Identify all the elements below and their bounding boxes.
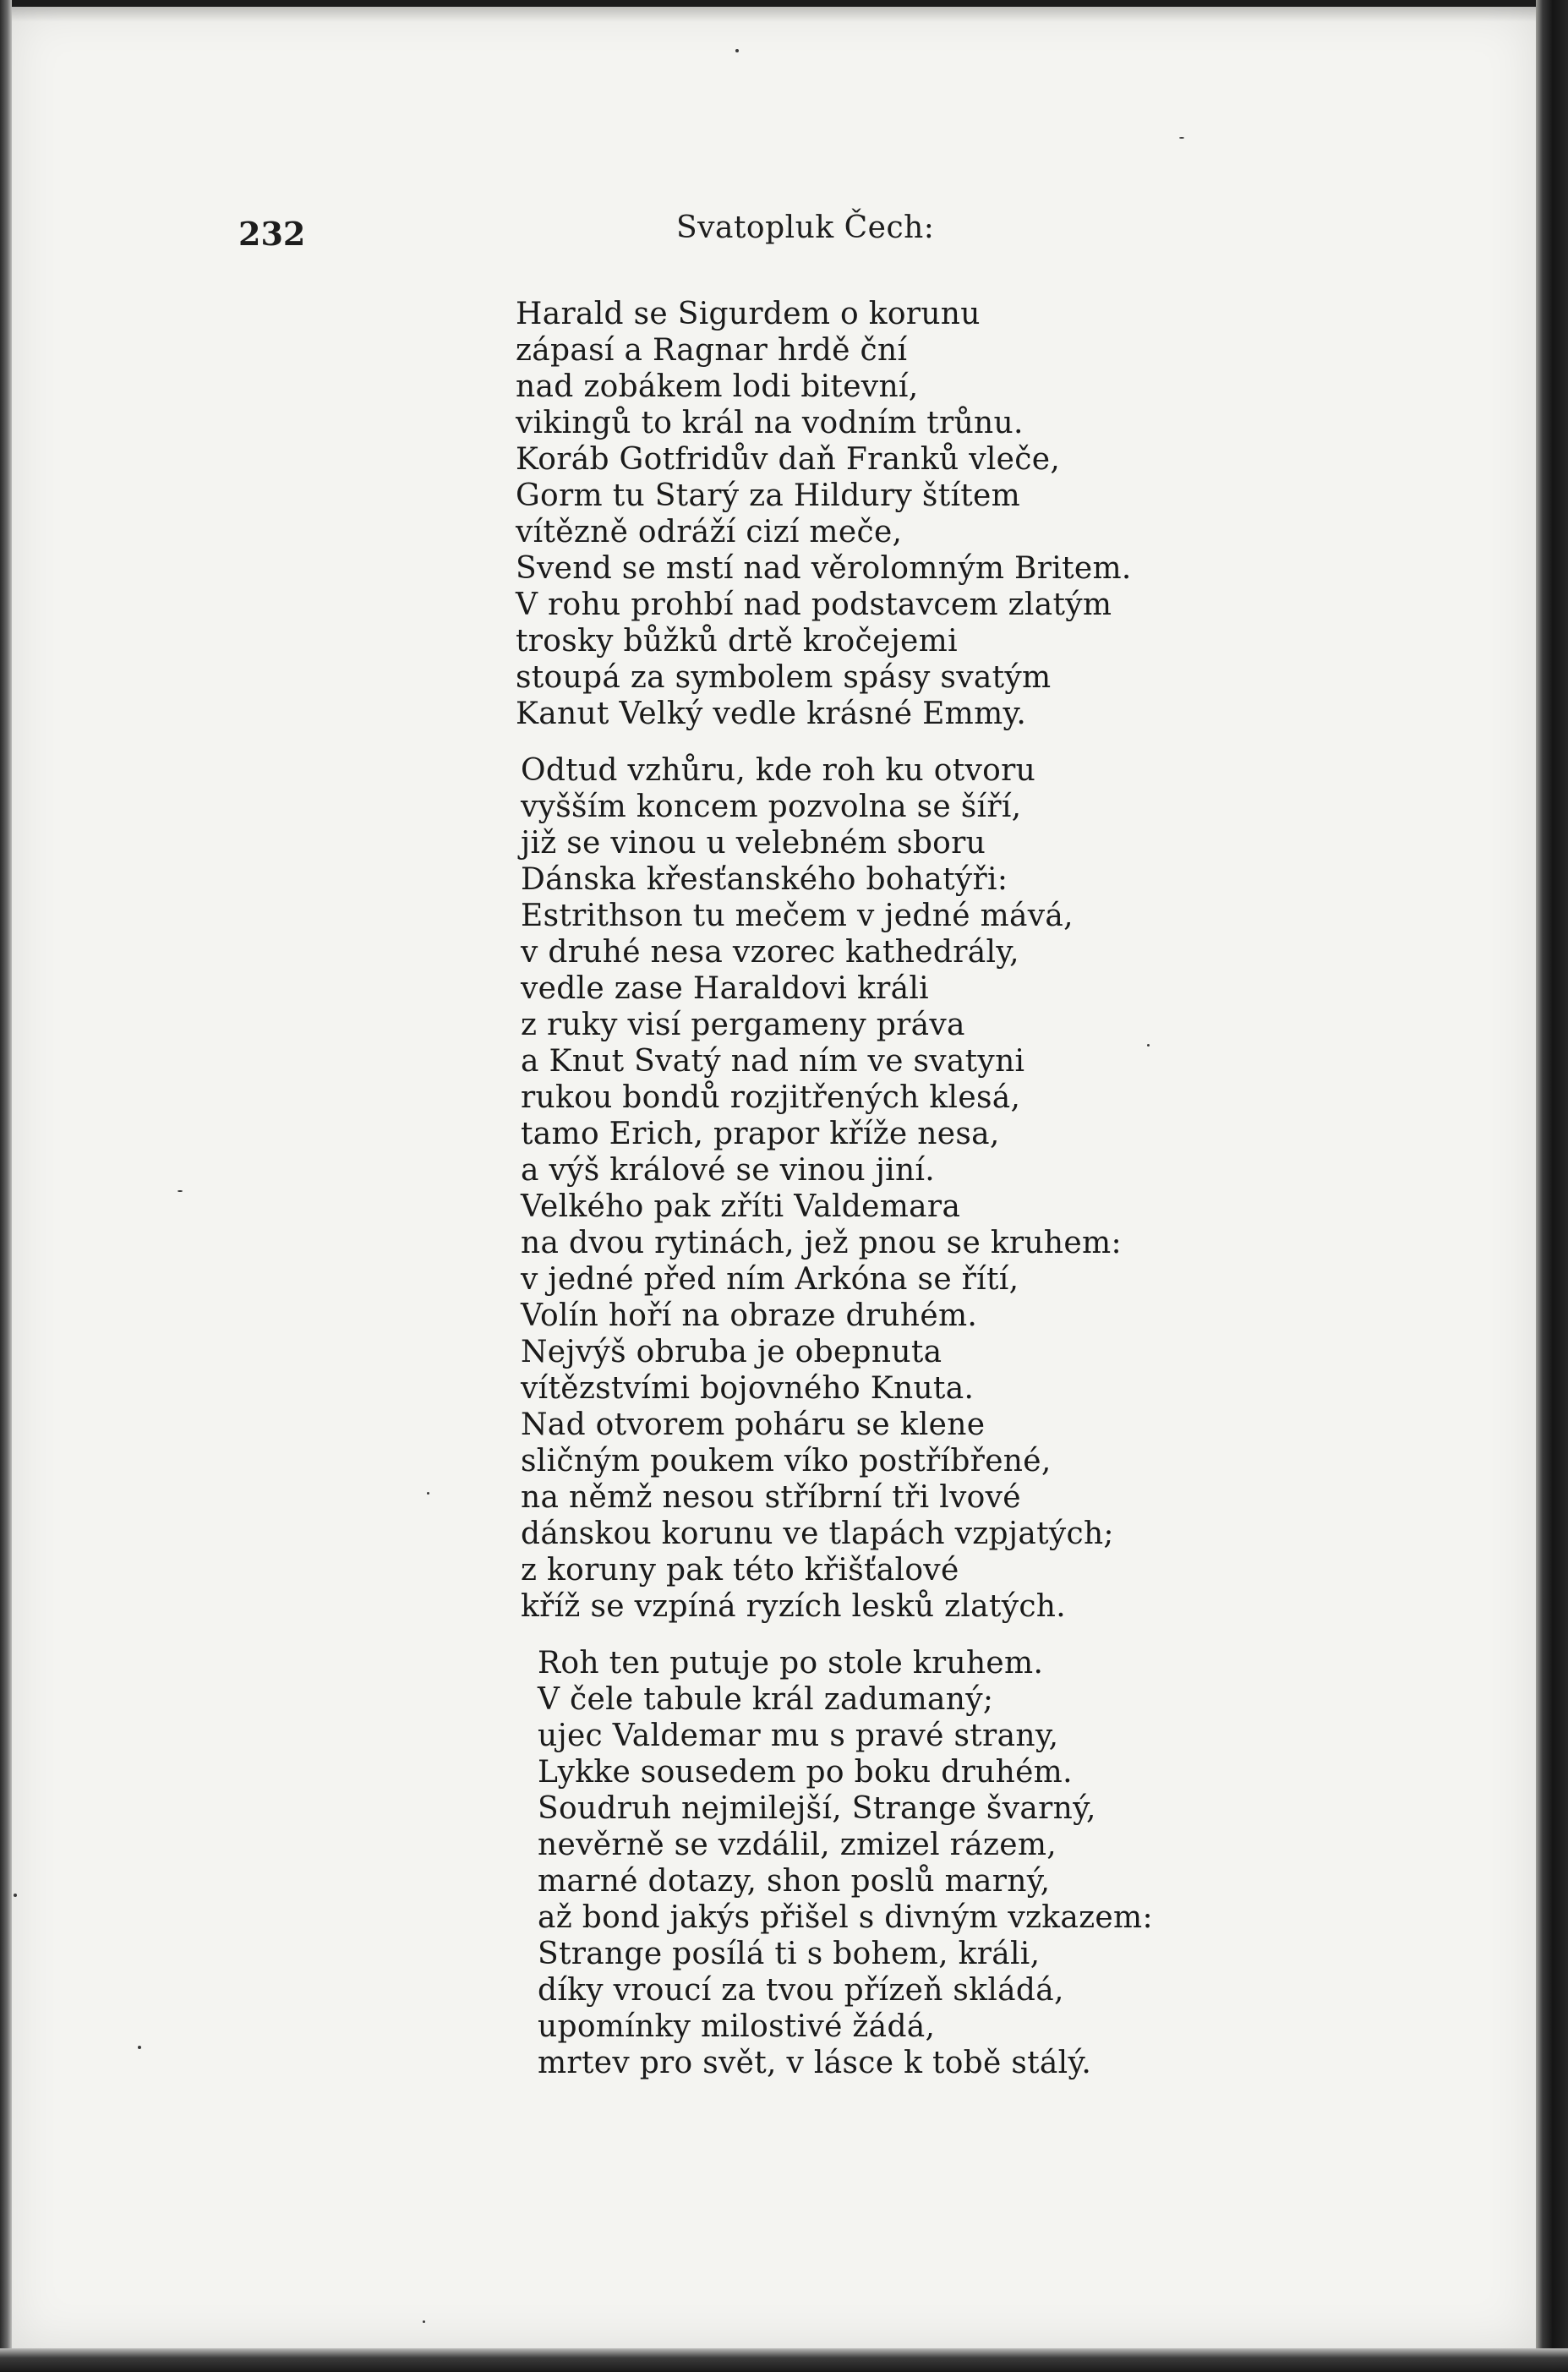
poem-line: Nejvýš obruba je obepnuta xyxy=(521,1335,942,1369)
poem-line: Nad otvorem poháru se klene xyxy=(521,1407,986,1442)
poem-text xyxy=(514,296,1494,2101)
running-head: Svatopluk Čech: xyxy=(676,210,935,245)
poem-line: kříž se vzpíná ryzích lesků zlatých. xyxy=(521,1589,1067,1624)
poem-line: díky vroucí za tvou přízeň skládá, xyxy=(538,1973,1064,2008)
poem-line: na dvou rytinách, jež pnou se kruhem: xyxy=(521,1226,1122,1260)
paper-speck xyxy=(14,1894,17,1897)
poem-line: z ruky visí pergameny práva xyxy=(521,1008,965,1042)
poem-line: Estrithson tu mečem v jedné mává, xyxy=(521,899,1074,933)
poem-line: a Knut Svatý nad ním ve svatyni xyxy=(521,1044,1025,1079)
paper-speck xyxy=(735,49,739,52)
poem-line: nad zobákem lodi bitevní, xyxy=(516,369,919,404)
poem-line: již se vinou u velebném sboru xyxy=(521,826,986,861)
poem-line: a výš králové se vinou jiní. xyxy=(521,1153,936,1188)
paper-speck xyxy=(1179,137,1184,139)
poem-line: Svend se mstí nad věrolomným Britem. xyxy=(516,551,1132,586)
poem-line: vyšším koncem pozvolna se šíří, xyxy=(521,790,1022,824)
poem-line: v jedné před ním Arkóna se řítí, xyxy=(521,1262,1019,1297)
left-page-edge xyxy=(0,0,12,2372)
poem-line: Kanut Velký vedle krásné Emmy. xyxy=(516,697,1027,731)
poem-line: Velkého pak zříti Valdemara xyxy=(521,1189,961,1224)
poem-line: trosky bůžků drtě kročejemi xyxy=(516,624,958,659)
poem-line: stoupá za symbolem spásy svatým xyxy=(516,660,1052,695)
paper-speck xyxy=(178,1190,183,1192)
top-shadow xyxy=(10,7,1536,22)
poem-line: Volín hoří na obraze druhém. xyxy=(521,1298,978,1333)
poem-line: V rohu prohbí nad podstavcem zlatým xyxy=(516,588,1112,622)
poem-line: Koráb Gotfridův daň Franků vleče, xyxy=(516,442,1061,477)
poem-line: Dánska křesťanského bohatýři: xyxy=(521,862,1008,897)
poem-line: na němž nesou stříbrní tři lvové xyxy=(521,1480,1021,1515)
poem-line: Soudruh nejmilejší, Strange švarný, xyxy=(538,1791,1096,1826)
poem-line: vikingů to král na vodním trůnu. xyxy=(516,406,1024,440)
right-page-edge xyxy=(1536,0,1568,2372)
stanza-3 xyxy=(538,1645,1494,2081)
poem-line: marné dotazy, shon poslů marný, xyxy=(538,1864,1051,1899)
poem-line: tamo Erich, prapor kříže nesa, xyxy=(521,1117,1000,1151)
poem-line: V čele tabule král zadumaný; xyxy=(538,1682,994,1717)
poem-line: Harald se Sigurdem o korunu xyxy=(516,297,981,331)
poem-line: Odtud vzhůru, kde roh ku otvoru xyxy=(521,753,1036,788)
poem-line: upomínky milostivé žádá, xyxy=(538,2009,936,2044)
poem-line: sličným poukem víko postříbřené, xyxy=(521,1444,1052,1478)
poem-line: zápasí a Ragnar hrdě ční xyxy=(516,333,908,368)
poem-line: Strange posílá ti s bohem, králi, xyxy=(538,1937,1041,1971)
poem-line: dánskou korunu ve tlapách vzpjatých; xyxy=(521,1517,1114,1551)
poem-line: vítězstvími bojovného Knuta. xyxy=(521,1371,975,1406)
paper-speck xyxy=(138,2046,141,2049)
poem-line: vítězně odráží cizí meče, xyxy=(516,515,903,549)
bottom-page-edge xyxy=(0,2348,1568,2372)
paper-speck xyxy=(427,1492,429,1495)
paper-speck xyxy=(423,2320,425,2323)
poem-line: Lykke sousedem po boku druhém. xyxy=(538,1755,1073,1790)
poem-line: nevěrně se vzdálil, zmizel rázem, xyxy=(538,1828,1057,1862)
poem-line: Gorm tu Starý za Hildury štítem xyxy=(516,478,1021,513)
stanza-2 xyxy=(521,752,1494,1625)
poem-line: z koruny pak této křišťalové xyxy=(521,1553,959,1588)
poem-line: rukou bondů rozjitřených klesá, xyxy=(521,1080,1021,1115)
poem-line: vedle zase Haraldovi králi xyxy=(521,971,929,1006)
poem-line: ujec Valdemar mu s pravé strany, xyxy=(538,1719,1059,1753)
poem-line: až bond jakýs přišel s divným vzkazem: xyxy=(538,1900,1153,1935)
poem-line: Roh ten putuje po stole kruhem. xyxy=(538,1646,1044,1681)
stanza-1 xyxy=(516,296,1494,732)
poem-line: mrtev pro svět, v lásce k tobě stálý. xyxy=(538,2046,1092,2080)
poem-line: v druhé nesa vzorec kathedrály, xyxy=(521,935,1019,970)
page-number: 232 xyxy=(238,215,306,253)
